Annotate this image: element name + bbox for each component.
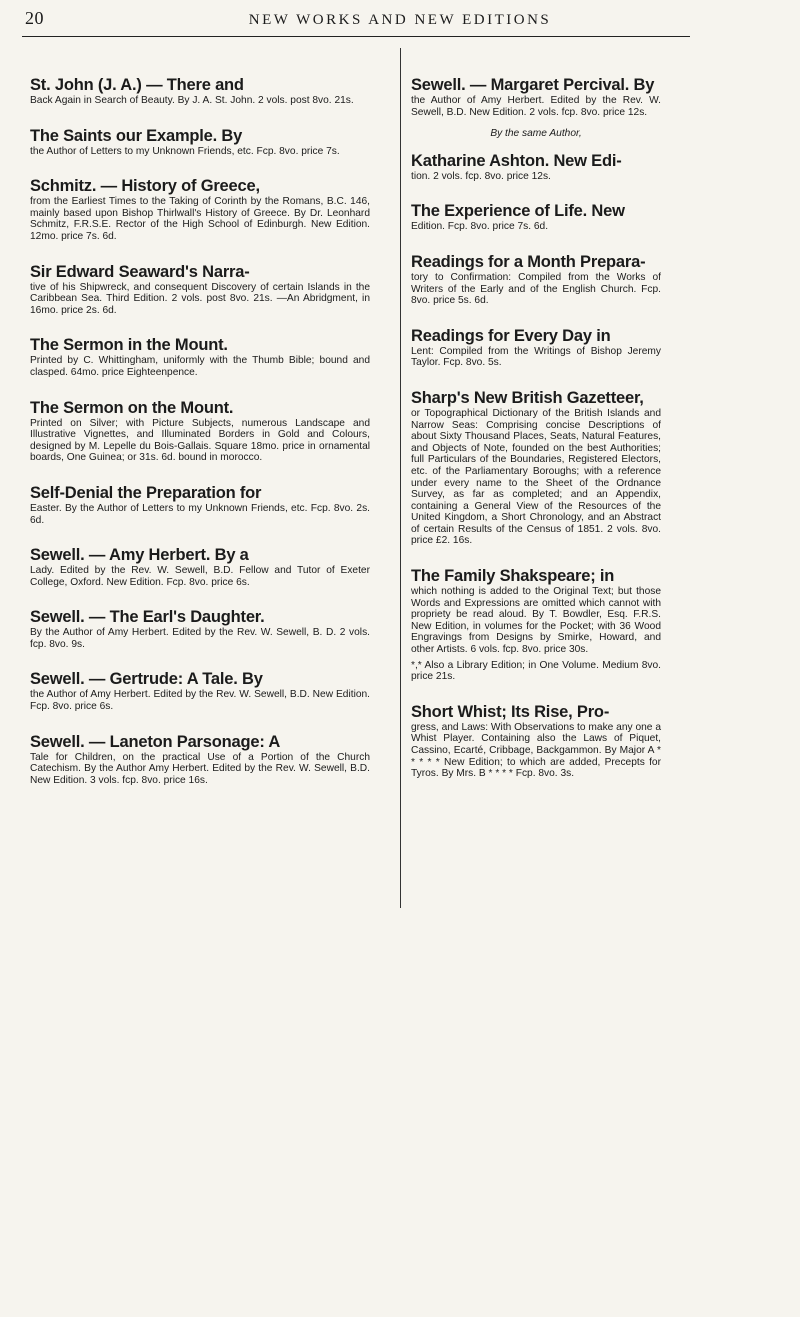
entry-title: The Sermon on the Mount.: [30, 398, 234, 417]
entry-body: gress, and Laws: With Observations to make any one a Whist Player. Containing also the Laws of Piquet, Cassino, Ecarté, Cribbage, Backgammon. By Major A * * * * * New Edition; to which are added, Precepts for Tyros. By Mrs. B * * * * Fcp. 8vo. 3s.: [411, 721, 661, 780]
catalogue-entry: [411, 389, 661, 547]
entry-title: The Saints our Example. By: [30, 126, 243, 145]
right-column: [411, 56, 661, 780]
catalogue-entry: [30, 336, 370, 378]
entry-body: Back Again in Search of Beauty. By J. A. St. John. 2 vols. post 8vo. 21s.: [30, 95, 354, 106]
entry-body: or Topographical Dictionary of the British Islands and Narrow Seas: Comprising concise Descriptions of about Sixty Thousand Places, Seats, Natural Features, and Objects of Note, founded on the best Authorities; full Particulars of the Boundaries, Registered Electors, etc. of the Parliamentary Boroughs; with a reference under every name to the Sheet of the Ordnance Survey, as far as completed; and an Appendix, containing a General View of the Resources of the United Kingdom, a Short Chronology, and an Abstract of certain Results of the Census of 1851. 2 vols. 8vo. price £2. 16s.: [411, 407, 661, 547]
entry-body: the Author of Amy Herbert. Edited by the Rev. W. Sewell, B.D. New Edition. Fcp. 8vo. price 6s.: [30, 689, 370, 713]
entry-title: Sharp's New British Gazetteer,: [411, 388, 644, 407]
catalogue-entry: [411, 253, 661, 307]
catalogue-entry: [411, 76, 661, 118]
catalogue-entry: [30, 608, 370, 650]
entry-title: Katharine Ashton. New Edi-: [411, 151, 622, 170]
column-divider: [400, 48, 401, 908]
entry-body: Easter. By the Author of Letters to my Unknown Friends, etc. Fcp. 8vo. 2s. 6d.: [30, 502, 370, 526]
entry-title: Sewell. — Margaret Percival. By: [411, 76, 655, 94]
catalogue-entry: [30, 484, 370, 526]
entry-title: Short Whist; Its Rise, Pro-: [411, 702, 610, 721]
section-note: By the same Author,: [490, 128, 582, 140]
entry-body: from the Earliest Times to the Taking of Corinth by the Romans, B.C. 146, mainly based upon Bishop Thirlwall's History of Greece. By Dr. Leonhard Schmitz, F.R.S.E. Rector of the High School of Edinburgh. New Edition. 12mo. price 7s. 6d.: [30, 196, 370, 242]
header-rule: [22, 36, 690, 37]
catalogue-entry: [30, 76, 370, 107]
entry-title: Sewell. — Amy Herbert. By a: [30, 546, 249, 565]
entry-body: tion. 2 vols. fcp. 8vo. price 12s.: [411, 170, 551, 182]
entry-body: Lady. Edited by the Rev. W. Sewell, B.D. Fellow and Tutor of Exeter College, Oxford. New Edition. Fcp. 8vo. price 6s.: [30, 565, 370, 588]
catalogue-entry: [30, 733, 370, 787]
entry-body: Printed by C. Whittingham, uniformly with the Thumb Bible; bound and clasped. 64mo. price Eighteenpence.: [30, 355, 370, 378]
entry-title: Sir Edward Seaward's Narra-: [30, 262, 250, 281]
entry-title: Readings for a Month Prepara-: [411, 252, 646, 271]
catalogue-entry: [411, 202, 661, 233]
entry-body: Printed on Silver; with Picture Subjects, numerous Landscape and Illustrative Vignettes, and Illuminated Borders in Gold and Colours, designed by M. Lepelle du Bois-Gallais. Square 18mo. price in ornamental boards, One Guinea; or 31s. 6d. bound in morocco.: [30, 417, 370, 464]
running-title: NEW WORKS AND NEW EDITIONS: [248, 12, 552, 28]
entry-body: the Author of Amy Herbert. Edited by the Rev. W. Sewell, B.D. New Edition. 2 vols. fcp. 8vo. price 12s.: [411, 95, 661, 118]
catalogue-entry: [411, 152, 661, 183]
entry-note: *,* Also a Library Edition; in One Volume. Medium 8vo. price 21s.: [411, 659, 661, 683]
catalogue-entry: [411, 703, 661, 780]
catalogue-entry: [30, 263, 370, 317]
entry-body: the Author of Letters to my Unknown Friends, etc. Fcp. 8vo. price 7s.: [30, 145, 340, 157]
entry-title: Sewell. — Gertrude: A Tale. By: [30, 670, 263, 689]
catalogue-entry: [30, 399, 370, 464]
entry-title: Sewell. — Laneton Parsonage: A: [30, 732, 281, 751]
catalogue-entry: [411, 567, 661, 683]
entry-body: Lent: Compiled from the Writings of Bishop Jeremy Taylor. Fcp. 8vo. 5s.: [411, 345, 661, 369]
entry-title: The Experience of Life. New: [411, 202, 625, 221]
left-column: [30, 56, 370, 786]
page-number: 20: [25, 8, 44, 28]
entry-body: tive of his Shipwreck, and consequent Discovery of certain Islands in the Caribbean Sea. Third Edition. 2 vols. post 8vo. 21s. —An Abridgment, in 16mo. price 2s. 6d.: [30, 281, 370, 316]
entry-title: Schmitz. — History of Greece,: [30, 177, 260, 196]
entry-body: Edition. Fcp. 8vo. price 7s. 6d.: [411, 221, 549, 233]
entry-body: tory to Confirmation: Compiled from the Works of Writers of the Early and of the English Church. Fcp. 8vo. price 5s. 6d.: [411, 271, 661, 307]
entry-title: Sewell. — The Earl's Daughter.: [30, 608, 265, 627]
entry-body: which nothing is added to the Original Text; but those Words and Expressions are omitted which cannot with propriety be read aloud. By T. Bowdler, Esq. F.R.S. New Edition, in volumes for the Pocket; with 36 Wood Engravings from Designs by Smirke, Howard, and other Artists. 6 vols. fcp. 8vo. price 30s.: [411, 586, 661, 656]
entry-title: St. John (J. A.) — There and: [30, 76, 244, 94]
entry-body: Tale for Children, on the practical Use of a Portion of the Church Catechism. By the Author Amy Herbert. Edited by the Rev. W. Sewell, B.D. New Edition. 3 vols. fcp. 8vo. price 16s.: [30, 751, 370, 786]
catalogue-entry: [30, 670, 370, 712]
entry-title: The Family Shakspeare; in: [411, 567, 615, 586]
catalogue-entry: [30, 177, 370, 242]
entry-title: Readings for Every Day in: [411, 326, 611, 345]
entry-title: Self-Denial the Preparation for: [30, 483, 262, 502]
entry-body: By the Author of Amy Herbert. Edited by the Rev. W. Sewell, B. D. 2 vols. fcp. 8vo. 9s.: [30, 627, 370, 650]
catalogue-entry: [30, 127, 370, 158]
catalogue-entry: [411, 327, 661, 369]
catalogue-entry: [30, 546, 370, 588]
entry-title: The Sermon in the Mount.: [30, 336, 228, 355]
